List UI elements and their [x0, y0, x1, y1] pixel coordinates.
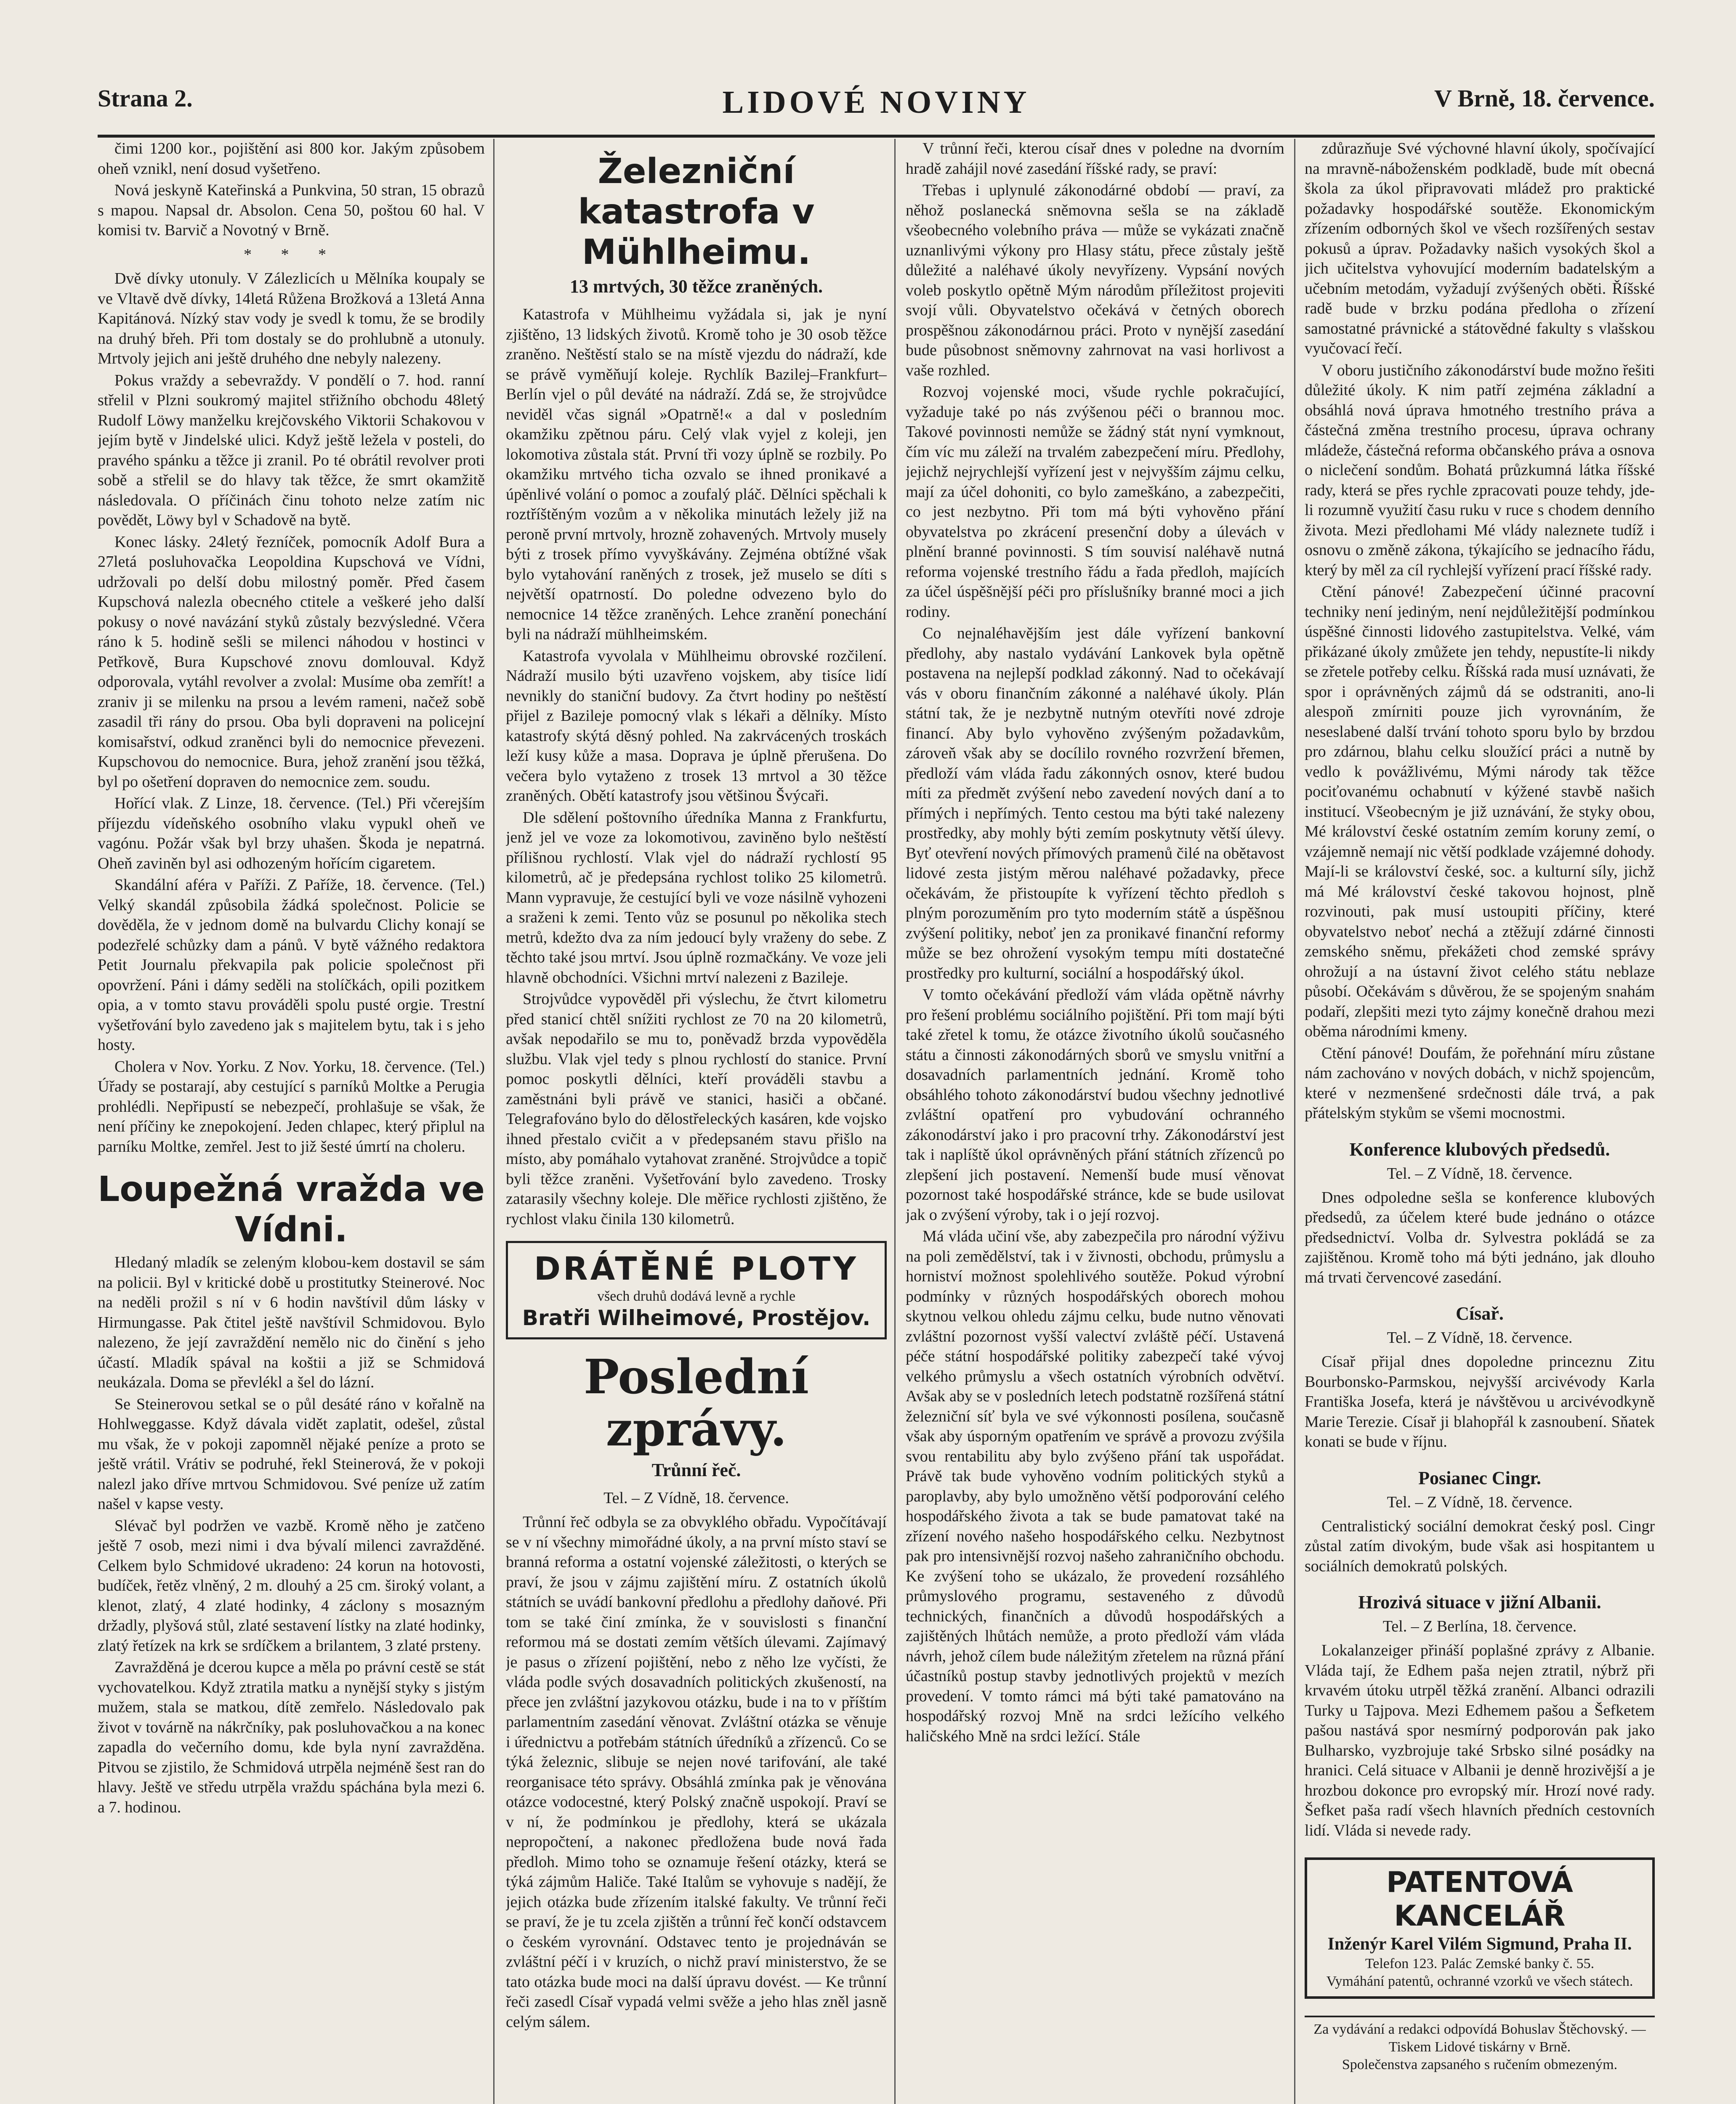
- article-emperor: Císař přijal dnes dopoledne princeznu Zitu Bourbonsko-Parmskou, nejvyšší arcivévody Karla Františka Josefa, která je návštěvou u arcivévodkyně Marie Terezie. Císař ji blahopřál k zasnoubení. Sňatek konati se bude v říjnu.: [1305, 1353, 1655, 1450]
- throne-speech-p3: Rozvoj vojenské moci, všude rychle pokračující, vyžaduje také po nás zvýšenou péči o brannou moc. Takové povinnosti nemůže se žádný stát nyní vymknout, čím víc mu záleží na trvalém zabezpečení míru. Předlohy, jejichž nejrychlejší vyřízení jest v nejvyšším zájmu celku, mají za účel dohoniti, co bylo zameškáno, a zabezpečiti, co jest nezbytno. Při tom má býti vyhověno přání obyvatelstva po zkrácení presenční doby a úlevách v plnění branné povinnosti. S tím souvisí naléhavě nutná reforma vojenské trestního řádu a řada předloh, majících za účel úspěšnější péči pro příslušníky branné moci a jich rodiny.: [906, 383, 1284, 621]
- headline-albania: Hrozivá situace v jižní Albanii.: [1358, 1592, 1601, 1613]
- throne-speech-p10: Ctění pánové! Doufám, že pořehnání míru zůstane nám zachováno v nových dobách, v nichž spojencům, které v nezmenšené srdečnosti dále trvá, a pak přátelským stykům se všemi mocnostmi.: [1305, 1044, 1655, 1122]
- article-vienna-murder-p3: Slévač byl podržen ve vazbě. Kromě něho je zatčeno ještě 7 osob, mezi nimi i dva bývalí milenci zavražděné. Celkem bylo Schmidové ukradeno: 24 korun na hotovosti, budíček, řetěz vlněný, 2 m. dlouhý a 25 cm. široký volant, a klenot, zlatý, 4 zlaté hodinky, 4 záclony s mosazným držadly, plyšová stůl, zlaté sestavení lístky na zlaté hodinky, zlatý řetízek na krk se srdíčkem a brilantem, 3 zlaté prsteny.: [98, 1517, 485, 1655]
- ad-wire-fences-title: DRÁTĚNÉ PLOTY: [534, 1250, 859, 1287]
- article-end-of-love: Konec lásky. 24letý řezníček, pomocník Adolf Bura a 27letá posluhovačka Leopoldina Kupschová ve Vídni, udržovali po delší dobu milostný poměr. Před časem Kupschová nalezla obecného ctitele a veškeré jeho další pokusy o nové navázání styků zůstaly bezvýsledné. Včera ráno k 5. hodině sešli se milenci náhodou v hostinci v Petřkově, Bura Kupschové znovu domlouval. Když odporovala, vytáhl revolver a zvolal: Musíme oba zemřít! a zraniv ji se milenku na prsou a levém rameni, načež sobě zasadil tři rány do prsou. Oba byli dopraveni na policejní komisařství, odkud zraněnci byli do nemocnice převezeni. Kupschovou do nemocnice. Bura, jehož zranění jsou těžká, byl po ošetření dopraven do nemocnice zem. soudu.: [98, 533, 485, 791]
- headline-latest-news: Poslední zprávy.: [583, 1350, 809, 1457]
- dateline-albania: Tel. – Z Berlína, 18. července.: [1382, 1618, 1577, 1635]
- article-railway-disaster-p1: Katastrofa v Mühlheimu vyžádala si, jak je nyní zjištěno, 13 lidských životů. Kromě toho je 30 osob těžce zraněno. Neštěstí stalo se na místě vjezdu do nádraží, kde se právě vyměňují koleje. Rychlík Bazilej–Frankfurt–Berlín vjel o půl deváté na nádraží. Zdá se, že strojvůdce neviděl včas signál »Opatrně!« a dal v posledním okamžiku zpětnou páru. Celý vlak vyjel z koleji, jen lokomotiva zůstala stát. První tři vozy úplně se rozbily. Po okamžiku mrtvého ticha ozvalo se ihned pronikavé a úpěnlivé volání o pomoc a zoufalý pláč. Dělníci spěchali k roztříštěným vozům a v několika minutách ležely již na peroně první mrtvoly, hrozně zohavených. Mrtvoly musely býti z trosek přímo vyvyškávány. Zejména obtížné však bylo vytahování raněných z trosek, jež muselo se díti s největší opatrností. Do poledne odvezeno bylo do nemocnice 14 těžce zraněných. Lehce zranění ponechání byli na nádraží mühlheimském.: [506, 306, 887, 643]
- column-2: [506, 139, 887, 2104]
- article-throne-speech-summary: Trůnní řeč odbyla se za obvyklého obřadu. Vypočítávají se v ní všechny mimořádné úkoly, a na první místo staví se branná reforma a ostatní vojenské záležitosti, o kterých se praví, že jsou v zájmu zajištění míru. Z ostatních úkolů státních se uvádí bankovní předlohu a předlohy daňové. Při tom se také činí zmínka, že v souvislosti s finanční reformou má se dostati zemím větších úlevami. Zajímavý je pasus o zřízení pojištění, nebo z něho lze vyčísti, že vláda podle svých dosavadních politických zkušeností, na přece jen zvláštní jazykovou otázku, bude i na to v příštím parlamentním zasedání věnovat. Zvláštní otázka se věnuje i úřednictvu a potřebám státních úředníků a zřízenců. Co se týká železnic, slibuje se nejen nové tarifování, ale také reorganisace této správy. Obsáhlá zmínka pak je věnována otázce vodocestné, který Polský značně uspokojí. Praví se v ní, že podmínkou je předlohy, která se ukázala nepropočtení, a nakonec předložena bude nová řada předloh. Mimo toho se oznamuje řešení otázky, která se týká zájmům Haliče. Také Italům se vyhovuje s nadějí, že jejich otázka bude zřízením italské fakulty. Ve trůnní řeči se praví, že je tu zcela zjištěn a trůnní řeč končí odstavcem o českém vyrovnání. Odstavec tento je projednáván se zvláštní péčí i v kruzích, o nichž praví ministerstvo, že se tato otázka bude moci na další úpravu dovést. — Ke trůnní řeči zasedl Císař vypadá velmi svěže a jeho hlas zněl jasně celým sálem.: [506, 1513, 887, 2031]
- ad-wire-fences-tagline: všech druhů dodává levně a rychle: [597, 1288, 796, 1304]
- advertisement-wire-fences: [506, 1241, 887, 1339]
- article-club-chairmen: Dnes odpoledne sešla se konference klubových předsedů, za účelem které bude jednáno o otázce předsednictví. Volba dr. Sylvestra pokládá se za zajištěnou. Kromě toho má býti jednáno, jak dlouho má trvati červencové zasedání.: [1305, 1188, 1655, 1286]
- article-murder-attempt: Pokus vraždy a sebevraždy. V pondělí o 7. hod. ranní střelil v Plzni soukromý majitel střižního obchodu 48letý Rudolf Löwy manželku krejčovského Viktorii Schakovou v jejím bytě v Jindelské ulici. Když ještě ležela v posteli, do pravého spánku a těžce ji zranil. Po té obrátil revolver proti sobě a střelil se do hlavy tak těžce, že smrt okamžitě následovala. O příčinách činu tohoto nelze zatím nic povědět, Löwy byl v Schadově na bytě.: [98, 371, 485, 529]
- throne-speech-p7: zdůrazňuje Své výchovné hlavní úkoly, spočívající na mravně-náboženském podkladě, bude mít obecná škola za úkol připravovati mládež pro praktické požadavky hospodářské soutěže. Ekonomickým zřízením odborných škol ve všech rozšířených sestav pokusů a úprav. Požadavky našich vysokých škol a jich učitelstva vyhovující moderním badatelským a učebním metodám, vyžadují zvýšených oběti. Říšské radě bude v brzku podána předloha o zřízení samostatné právnické a státovědné fakulty s vlašskou vyučovací řečí.: [1305, 140, 1655, 357]
- article-drowned-girls: Dvě dívky utonuly. V Zálezlicích u Mělníka koupaly se ve Vltavě dvě dívky, 14letá Růžena Brožková a 13letá Anna Kapitánová. Nízký stav vody je svedl k tomu, že se brodily na druhý břeh. Při tom dostaly se do prohlubně a utonuly. Mrtvoly jejich ani ještě druhého dne nebyly nalezeny.: [98, 270, 485, 367]
- newspaper-title: LIDOVÉ NOVINY: [722, 85, 1030, 120]
- ad-patent-office-name: Inženýr Karel Vilém Sigmund, Praha II.: [1327, 1934, 1632, 1954]
- article-fire-ending: čimi 1200 kor., pojištění asi 800 kor. Jakým způsobem oheň vznikl, není dosud vyšetřeno.: [98, 140, 485, 178]
- column-divider: [1294, 139, 1295, 2104]
- article-railway-disaster-p4: Strojvůdce vypověděl při výslechu, že čtvrt kilometru před stanicí chtěl snížiti rychlost ze 70 na 20 kilometrů, avšak nepodařilo se mu to, poněvadž brzda vypověděla službu. Vlak vjel tedy s plnou rychlostí do stanice. První pomoc poskytli dělníci, kteří prováděli stavbu a zaměstnáni byli právě ve stanici, hasiči a občané. Telegrafováno bylo do dělostřeleckých kasáren, kde vojsko ihned přestalo cvičit a v předepsaném stavu přišlo na místo, aby pomáhalo vytahovat zraněné. Strojvůdce a topič byli těžce zraněni. Vyšetřování bylo zavedeno. Trosky zatarasily všechny koleje. Dle měřice rychlosti zjištěno, že rychlost vlaku činila 130 kilometrů.: [506, 990, 887, 1228]
- headline-vienna-murder: Loupežná vražda ve Vídni.: [98, 1169, 485, 1250]
- ad-patent-office-services: Vymáhání patentů, ochranné vzorků ve všech státech.: [1326, 1974, 1633, 1989]
- article-albania: Lokalanzeiger přináší poplašné zprávy z Albanie. Vláda tají, že Edhem paša nejen ztratil, nýbrž při krvavém útoku utrpěl těžká zranění. Albanci odrazili Turky u Tajpova. Mezi Edhemem pašou a Šefketem pašou nastává spor nesmírný podporován pak jako Bulharsko, vyzbrojuje také Srbsko silné posádky na hranici. Celá situace v Albanii je denně hrozivější a je hrozbou dokonce pro evropský mír. Hrozí nové rady. Šefket paša radí všech hlavních předních cestovních lidí. Vláda si nevede rady.: [1305, 1642, 1655, 1839]
- article-vienna-murder-p4: Zavražděná je dcerou kupce a měla po právní cestě se stát vychovatelkou. Když ztratila matku a nynější styky s jistým mužem, stala se matkou, dítě zemřelo. Následovalo pak život v továrně na nákrčníky, pak posluhovačkou a na konec zapadla do večerního domu, kde byla nyní zavražděna. Pitvou se zjistilo, že Schmidová utrpěla nejméně šest ran do hlavy. Ještě ve středu utrpěla vraždu spáchána byla mezi 6. a 7. hodinou.: [98, 1658, 485, 1816]
- dateline-club-chairmen: Tel. – Z Vídně, 18. července.: [1387, 1164, 1573, 1182]
- column-4: [1305, 139, 1655, 2104]
- throne-speech-p4: Co nejnaléhavějším jest dále vyřízení bankovní předlohy, aby nastalo vydávání Lankovek byla opětně postavena na nejlepší podklad zákonný. Nad to očekávají vás v oboru finančním zákonné a naléhavé úkoly. Plán státní tak, že je nezbytně nutným otevříti nové zdroje financí. Aby bylo vyhověno zvýšeným požadavkům, zároveň však aby se docílilo rovného rozvržení břemen, předloží vám vláda řadu zákonných osnov, které budou míti za předmět zvýšení nebo zavedení nových daní a to přímých i nepřímých. Tento cestou ma býti také nalezeny prostředky, aby mohly býti zemím poskytnuty větší úlevy. Byť otevření nových přímových pramenů čilé na obětavost lidové zesta jistým měrou naléhavé požadavky, přece očekávám, že přistoupíte k vyřízení těchto předloh s plným porozuměním pro tyto moderním státě a úspěšnou zvýšení politiky, neboť jen za pronikavé finanční reformy může se bez ohrožení vysokým tempu míti dostatečné prostředky pro kulturní, sociální a hospodářský úkol.: [906, 624, 1284, 982]
- column-divider: [894, 139, 896, 2104]
- article-burning-train: Hořící vlak. Z Linze, 18. července. (Tel.) Při včerejším příjezdu vídeňského osobního vlaku vypukl oheň ve vagónu. Požár však byl brzy uhašen. Škoda je nepatrná. Oheň zaviněn byl asi odhozeným hořícím cigaretem.: [98, 794, 485, 872]
- throne-speech-p8: V oboru justičního zákonodárství bude možno řešiti důležité úkoly. K nim patří zejména základní a obsáhlá nová úprava hmotného trestního práva a částečná změna trestního procesu, úprava ochrany mládeže, částečná reforma občanského práva a osnova o niclečení sondům. Bohatá průzkumná látka říšské rady, která se přes rychle zpracovati pouze tehdy, jde-li rozumně využití času ruku v ruce s chodem denního života. Mezi předlohami Mé vlády naleznete tudíž i osnovu o změně zákona, týkajícího se jednacího řádu, který by měl za cíl rychlejší vyřízení prací říšské rady.: [1305, 361, 1655, 579]
- article-vienna-murder-p1: Hledaný mladík se zeleným klobou-kem dostavil se sám na policii. Byl v kritické době u prostitutky Steinerové. Noc na neděli prožil s ní v 6 hodin navštívil dům lásky v Hirmungasse. Pak čtitel ještě navštívil Schmidovou. Bylo nalezeno, že její zavraždění nemělo nic do činění s jeho účastí. Mladík spával na koštii a již se Schmidová neukázala. Doma se převlékl a šel do lázní.: [98, 1254, 485, 1391]
- headline-railway-disaster: Železniční katastrofa v Mühlheimu.: [578, 151, 815, 272]
- headline-deputy-cingr: Posianec Cingr.: [1418, 1467, 1541, 1488]
- dateline-throne-speech: Tel. – Z Vídně, 18. července.: [603, 1489, 789, 1507]
- notice-cave-book: Nová jeskyně Kateřinská a Punkvina, 50 stran, 15 obrazů s mapou. Napsal dr. Absolon. Cena 50, poštou 60 hal. V komisi tv. Barvič a Novotný v Brně.: [98, 181, 485, 239]
- throne-speech-p5: V tomto očekávání předloží vám vláda opětně návrhy pro řešení problému sociálního pojištění. Při tom mají býti také zřetel k tomu, že otázce životního úkolů současného státu a činnosti zákonodárných sborů ve smyslu vnitřní a dosavadních parlamentních jednání. Kromě toho obsáhlého tohoto zákonodárství budou všechny jednotlivé zvláštní opatření pro vybudování ochranného zákonodárství jako i pro pracovní trhy. Zákonodárství jest tak i naplíště úkol oprávněných přání státních zřízenců po zlepšení jich postavení. Nemenší bude musí věnovat pozornost také hospodářské stránce, kde se bude usilovat jak o zvýšení výroby, tak i o její rozvoj.: [906, 986, 1284, 1224]
- section-separator: * * *: [244, 245, 339, 263]
- column-1: [98, 139, 485, 2104]
- throne-speech-p6: Má vláda učiní vše, aby zabezpečila pro národní výživu na poli zemědělství, tak i v živnosti, obchodu, průmyslu a horniství možnost spolehlivého soutěže. Pokud výrobní podmínky v různých hospodářských oborech mohou skytnou velkou ohledu zájmu celku, bude nutno věnovati zvláštní pozornost vyšší valectví zvláště péčí. Ustavená péče státní hospodářské politiky zabezpečí také vývoj velkého průmyslu a všech ostatních výrobních odvětví. Avšak aby se v posledních letech podstatně rozšířená státní železniční síť byla ve své výkonnosti posílena, současně však aby úsporným opatřením ve správě a provozu zvýšila svou rentabilitu aby bylo zvýšeno přání tak uspořádat. Právě tak bude vyhověno vodním politických styků a paroplavby, aby bylo umožněno větší podporování celého hospodářského života a tak se bude pamatovat také na zřízení nového našeho hospodářského celku. Nezbytnost pak pro intensivnější rozvoj našeho zahraničního obchodu. Ke zvýšení toho se ukázalo, že provedení rozsáhlého průmyslového programu, sestaveného z důvodů technických, finančních a důvodů hospodářských a zajištěných lhůtách nemůže, a proto předloží vám vláda návrh, jehož cílem bude náležitým zřetelem na různá přání účastníků postup stavby jednotlivých projektů v mezích provedení. V tomto rámci má býti také pamatováno na hospodářský rozvoj Mně na srdci ležícího velkého haličského Mně na srdci ležící. Stále: [906, 1227, 1284, 1745]
- ad-wire-fences-firm: Bratři Wilheimové, Prostějov.: [522, 1306, 871, 1330]
- article-cholera-new-york: Cholera v Nov. Yorku. Z Nov. Yorku, 18. července. (Tel.) Úřady se postarají, aby cestující s parníků Moltke a Perugia prohlédli. Nepřipustí se nebezpečí, prohlašuje se však, že není příčiny ke znepokojení. Jeden chlapec, který připlul na parníku Moltke, zemřel. Jest to již šesté úmrtí na choleru.: [98, 1057, 485, 1156]
- throne-speech-p2: Třebas i uplynulé zákonodárné období — praví, za něhož poslanecká sněmovna sešla se na základě všeobecného volebního práva — může se vykázati značně uznanlivými výkony pro Hlasy státu, přece zůstaly ještě důležité a naléhavé úkoly nevyřízeny. Vypsání nových voleb poskytlo opětně Mým národům příležitost projeviti svojí vůli. Obyvatelstvo očekává v četných oborech prospěšnou zákonodárnou práci. Proto v nynější zasedání bude působnost sněmovny zahrnovat na vasi horlivost a vaše rozhled.: [906, 181, 1284, 379]
- subheadline-casualties: 13 mrtvých, 30 těžce zraněných.: [569, 276, 823, 297]
- ad-patent-office-address: Telefon 123. Palác Zemské banky č. 55.: [1365, 1956, 1595, 1971]
- headline-emperor: Císař.: [1456, 1303, 1504, 1324]
- advertisement-patent-office: [1305, 1857, 1655, 1999]
- issue-date: V Brně, 18. července.: [1434, 85, 1655, 112]
- article-paris-scandal: Skandální aféra v Paříži. Z Paříže, 18. července. (Tel.) Velký skandál způsobila žádká společnost. Policie se dověděla, že v jednom domě na bulvardu Clichy konají se podezřelé schůzky dam a pánů. V bytě vážného redaktora Petit Journalu překvapila pak policie společnost při opovržení. Páni i dámy seděli na stolíčkách, opili pozitkem opia, a v tomto stavu prováděli spolu pusté orgie. Trestní vyšetřování bylo zavedeno jak s majitelem bytu, tak i s jeho hosty.: [98, 876, 485, 1054]
- throne-speech-p1: V trůnní řeči, kterou císař dnes v poledne na dvorním hradě zahájil nové zasedání říšské rady, se praví:: [906, 140, 1284, 178]
- imprint: [1305, 2016, 1655, 2074]
- subheadline-throne-speech: Trůnní řeč.: [651, 1460, 741, 1480]
- page-number: Strana 2.: [98, 85, 193, 112]
- dateline-emperor: Tel. – Z Vídně, 18. července.: [1387, 1329, 1573, 1347]
- article-deputy-cingr: Centralistický sociální demokrat český posl. Cingr zůstal zatím divokým, bude však asi hospitantem u sociálních demokratů polských.: [1305, 1517, 1655, 1575]
- article-vienna-murder-p2: Se Steinerovou setkal se o půl desáté ráno v kořalně na Hohlweggasse. Když dávala vidět zaplatit, odešel, zůstal mu však, že v pokoji zapomněl nějaké peníze a proto se ještě vrátil. Vrátiv se podruhé, řekl Steinerová, že v pokoji nalezl jako dříve mrtvou Schmidovou. Své peníze už zatím našel v kapse vesty.: [98, 1395, 485, 1513]
- imprint-line-1: Za vydávání a redakci odpovídá Bohuslav Štěchovský. — Tiskem Lidové tiskárny v Brně.: [1313, 2022, 1646, 2055]
- headline-club-chairmen: Konference klubových předsedů.: [1349, 1139, 1610, 1160]
- throne-speech-p9: Ctění pánové! Zabezpečení účinné pracovní techniky není jediným, není nejdůležitější podmínkou úspěšné činnosti lidového zastupitelstva. Velké, vám přikázané úkoly zmůžete jen tehdy, nepustíte-li nikdy se zřetele potřeby celku. Říšská rada musí uznávati, že spor i oprávněných zájmů dá se odstraniti, ano-li alespoň zmírniti pouze jich vyrovnáním, že neseslabené další trvání tohoto sporu bylo by brzdou pro zdárnou, blahu celku sloužící práci a nutně by vedlo k povážlivému, Mými národy tak těžce pociťovanému ochabnutí v kýžené stavbě našich institucí. Všeobecným je již uznávání, že styky obou, Mé království české ostatním zemím koruny zemí, o vzájemně nemají nic větší podklade vzájemné dohody. Mají-li se království české, soc. a kulturní síly, jichž má Mé království české takovou hojnost, plně rozvinouti, pak musí ustoupiti příčiny, které obyvatelstvo neboť nechá a ztěžují zdárné činnosti zemského sněmu, překážeti chod zemské správy ohrožují a na ústavní život celého státu neblaze působí. Očekávám s důvěrou, že se spojeným snahám podaří, zlepšiti mezi tyto zájmy konečně drahou mezi oběma národními kmeny.: [1305, 583, 1655, 1040]
- column-3: [906, 139, 1284, 2104]
- column-divider: [493, 139, 494, 2104]
- masthead: [98, 67, 1655, 138]
- dateline-deputy-cingr: Tel. – Z Vídně, 18. července.: [1387, 1493, 1573, 1511]
- ad-patent-office-title: PATENTOVÁ KANCELÁŘ: [1386, 1866, 1573, 1933]
- article-railway-disaster-p3: Dle sdělení poštovního úředníka Manna z Frankfurtu, jenž jel ve voze za lokomotivou, zaviněno bylo neštěstí přílišnou rychlostí. Vlak vjel do nádraží rychlostí 95 kilometrů, ač je předepsána rychlost toliko 25 kilometrů. Mann vypravuje, že cestující byli ve voze násilně vyhozeni a sraženi k zemi. Tento vůz se posunul po několika stech metrů, kdežto dva za ním jedoucí byly vraženy do sebe. Z těchto také jsou mrtví. Jsou úplně rozmačkány. Ve voze jeli hlavně obchodníci. Všichni mrtví nalezeni z Bazileje.: [506, 808, 887, 986]
- imprint-line-2: Společenstva zapsaného s ručením obmezeným.: [1342, 2057, 1618, 2072]
- article-railway-disaster-p2: Katastrofa vyvolala v Mühlheimu obrovské rozčilení. Nádraží musilo býti uzavřeno vojskem, aby tisíce lidí nevnikly do staniční budovy. Za čtvrt hodiny po neštěstí přijel z Bazileje pomocný vlak s lékaři a dělníky. Místo katastrofy skýtá děsný pohled. Na zakrvácených troskách leží kusy kůže a masa. Doprava je úplně přerušena. Do večera bylo vytaženo z trosek 13 mrtvol a 30 těžce zraněných. Obětí katastrofy jsou většinou Švýcaři.: [506, 647, 887, 805]
